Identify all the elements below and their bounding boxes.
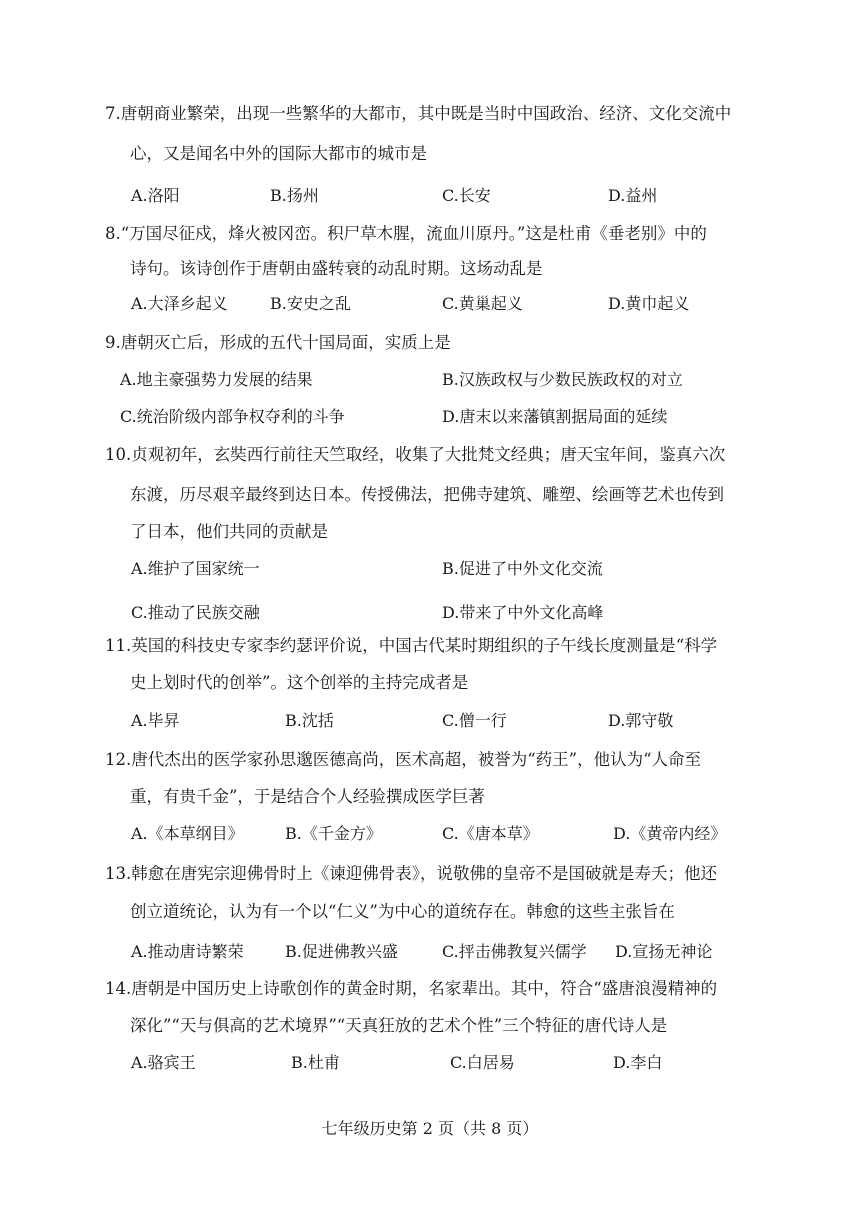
q11-option-b: B.沈括 (285, 711, 334, 730)
question-7-line-2: 心，又是闻名中外的国际大都市的城市是 (130, 144, 427, 163)
question-8-line-2: 诗句。该诗创作于唐朝由盛转衰的动乱时期。这场动乱是 (130, 259, 543, 278)
question-12-line-2: 重，有贵千金”，于是结合个人经验撰成医学巨著 (130, 787, 485, 806)
question-11-line-2: 史上划时代的创举”。这个创举的主持完成者是 (130, 673, 469, 692)
question-14-line-2: 深化”“天与俱高的艺术境界”“天真狂放的艺术个性”三个特征的唐代诗人是 (130, 1016, 668, 1035)
q12-option-a: A.《本草纲目》 (131, 824, 244, 843)
q7-option-d: D.益州 (608, 186, 658, 205)
q10-option-b: B.促进了中外文化交流 (442, 559, 603, 578)
q8-option-c: C.黄巢起义 (442, 294, 523, 313)
question-12-line-1: 12.唐代杰出的医学家孙思邈医德高尚，医术高超，被誉为“药王”，他认为“人命至 (105, 750, 702, 769)
q8-option-d: D.黄巾起义 (608, 294, 690, 313)
q11-option-a: A.毕昇 (131, 711, 180, 730)
q14-option-b: B.杜甫 (291, 1053, 340, 1072)
q14-option-a: A.骆宾王 (131, 1053, 196, 1072)
q13-option-a: A.推动唐诗繁荣 (131, 942, 244, 961)
q10-option-a: A.维护了国家统一 (131, 559, 260, 578)
q9-option-c: C.统治阶级内部争权夺利的斗争 (120, 407, 345, 426)
question-14-line-1: 14.唐朝是中国历史上诗歌创作的黄金时期，名家辈出。其中，符合“盛唐浪漫精神的 (105, 979, 718, 998)
q8-option-a: A.大泽乡起义 (131, 294, 228, 313)
q13-option-c: C.抨击佛教复兴儒学 (442, 942, 587, 961)
q9-option-b: B.汉族政权与少数民族政权的对立 (442, 370, 683, 389)
q11-option-d: D.郭守敬 (608, 711, 674, 730)
q10-option-d: D.带来了中外文化高峰 (442, 603, 604, 622)
q13-option-d: D.宣扬无神论 (615, 942, 713, 961)
question-10-line-1: 10.贞观初年，玄奘西行前往天竺取经，收集了大批梵文经典；唐天宝年间，鉴真六次 (105, 445, 726, 464)
q14-option-d: D.李白 (613, 1053, 663, 1072)
q12-option-c: C.《唐本草》 (442, 824, 539, 843)
question-13-line-2: 创立道统论，认为有一个以“仁义”为中心的道统存在。韩愈的这些主张旨在 (130, 902, 675, 921)
q12-option-b: B.《千金方》 (285, 824, 382, 843)
q10-option-c: C.推动了民族交融 (131, 603, 260, 622)
q14-option-c: C.白居易 (450, 1053, 515, 1072)
q8-option-b: B.安史之乱 (270, 294, 351, 313)
q9-option-a: A.地主豪强势力发展的结果 (120, 370, 313, 389)
question-7-line-1: 7.唐朝商业繁荣，出现一些繁华的大都市，其中既是当时中国政治、经济、文化交流中 (105, 104, 732, 123)
q7-option-b: B.扬州 (270, 186, 319, 205)
question-11-line-1: 11.英国的科技史专家李约瑟评价说，中国古代某时期组织的子午线长度测量是“科学 (105, 636, 718, 655)
question-9-line-1: 9.唐朝灭亡后，形成的五代十国局面，实质上是 (105, 333, 451, 352)
q12-option-d: D.《黄帝内经》 (613, 824, 727, 843)
question-10-line-3: 了日本，他们共同的贡献是 (130, 522, 328, 541)
q11-option-c: C.僧一行 (442, 711, 507, 730)
q13-option-b: B.促进佛教兴盛 (285, 942, 398, 961)
question-13-line-1: 13.韩愈在唐宪宗迎佛骨时上《谏迎佛骨表》，说敬佛的皇帝不是国破就是寿夭；他还 (105, 864, 717, 883)
page-footer: 七年级历史第 2 页（共 8 页） (321, 1119, 539, 1138)
q7-option-c: C.长安 (442, 186, 491, 205)
q7-option-a: A.洛阳 (131, 186, 180, 205)
question-10-line-2: 东渡，历尽艰辛最终到达日本。传授佛法，把佛寺建筑、雕塑、绘画等艺术也传到 (130, 485, 724, 504)
q9-option-d: D.唐末以来藩镇割据局面的延续 (442, 407, 668, 426)
question-8-line-1: 8.“万国尽征戍，烽火被冈峦。积尸草木腥，流血川原丹。”这是杜甫《垂老别》中的 (105, 224, 707, 243)
